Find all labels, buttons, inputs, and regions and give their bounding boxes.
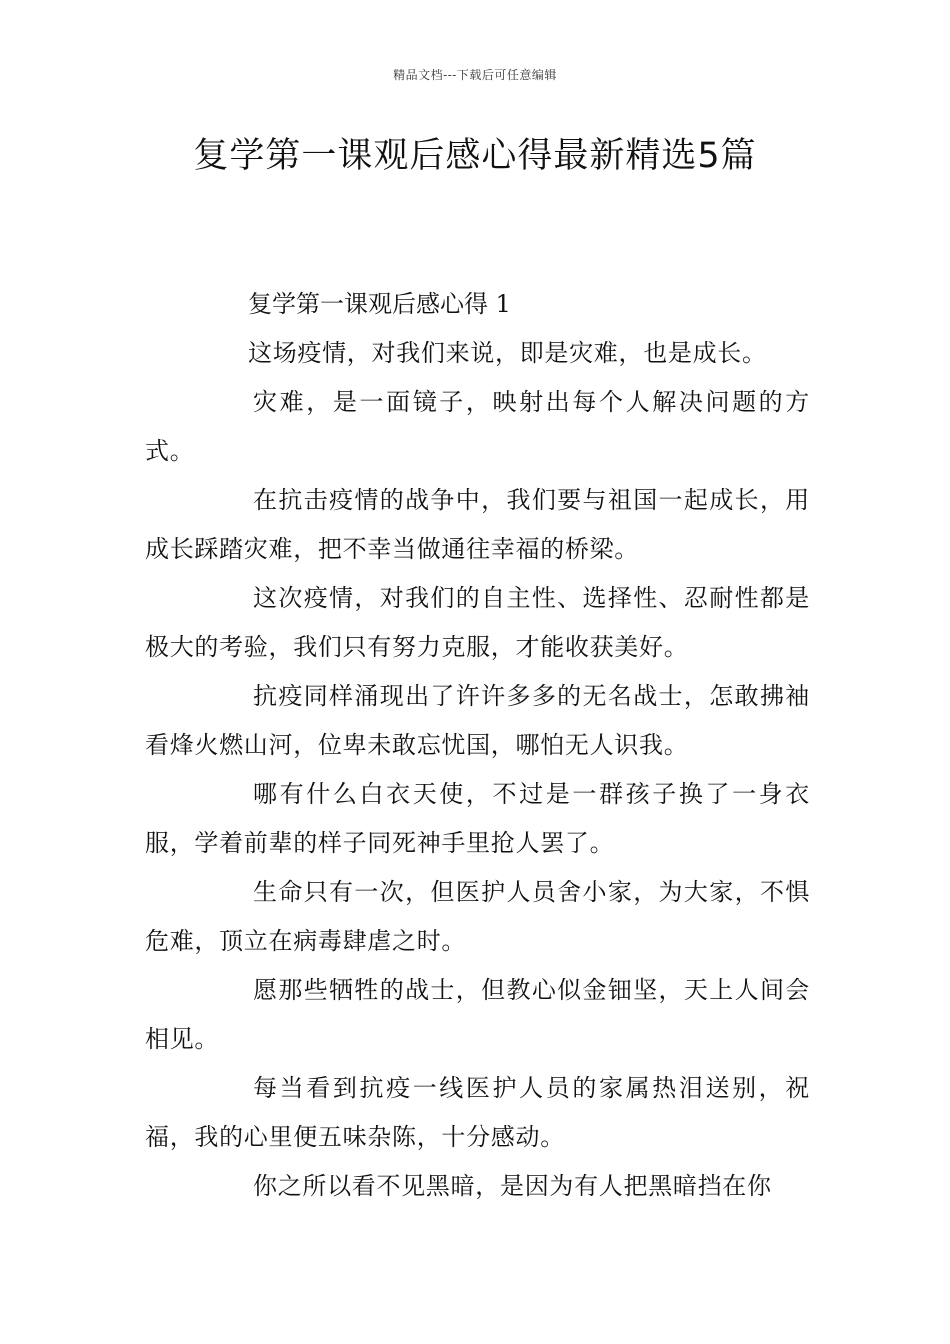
- paragraph: 这场疫情，对我们来说，即是灾难，也是成长。: [248, 339, 767, 367]
- paragraph: 灾难，是一面镜子，映射出每个人解决问题的方式。: [145, 388, 810, 465]
- paragraph: 你之所以看不见黑暗，是因为有人把黑暗挡在你: [253, 1172, 772, 1200]
- paragraph: 抗疫同样涌现出了许许多多的无名战士，怎敢拂袖看烽火燃山河，位卑未敢忘忧国，哪怕无人识我。: [145, 682, 810, 759]
- paragraph: 生命只有一次，但医护人员舍小家，为大家，不惧危难，顶立在病毒肆虐之时。: [145, 878, 810, 955]
- paragraph: 哪有什么白衣天使，不过是一群孩子换了一身衣服，学着前辈的样子同死神手里抢人罢了。: [145, 780, 810, 857]
- paragraph: 愿那些牺牲的战士，但教心似金钿坚，天上人间会相见。: [145, 976, 810, 1053]
- section-heading: 复学第一课观后感心得 1: [248, 290, 511, 318]
- document-title: 复学第一课观后感心得最新精选5篇: [193, 136, 757, 176]
- paragraph: 每当看到抗疫一线医护人员的家属热泪送别，祝福，我的心里便五味杂陈，十分感动。: [145, 1074, 810, 1151]
- header-note: 精品文档---下载后可任意编辑: [393, 68, 557, 82]
- paragraph: 在抗击疫情的战争中，我们要与祖国一起成长，用成长踩踏灾难，把不幸当做通往幸福的桥梁。: [145, 486, 810, 563]
- paragraph: 这次疫情，对我们的自主性、选择性、忍耐性都是极大的考验，我们只有努力克服，才能收获美好。: [145, 584, 810, 661]
- document-body: [145, 280, 810, 1211]
